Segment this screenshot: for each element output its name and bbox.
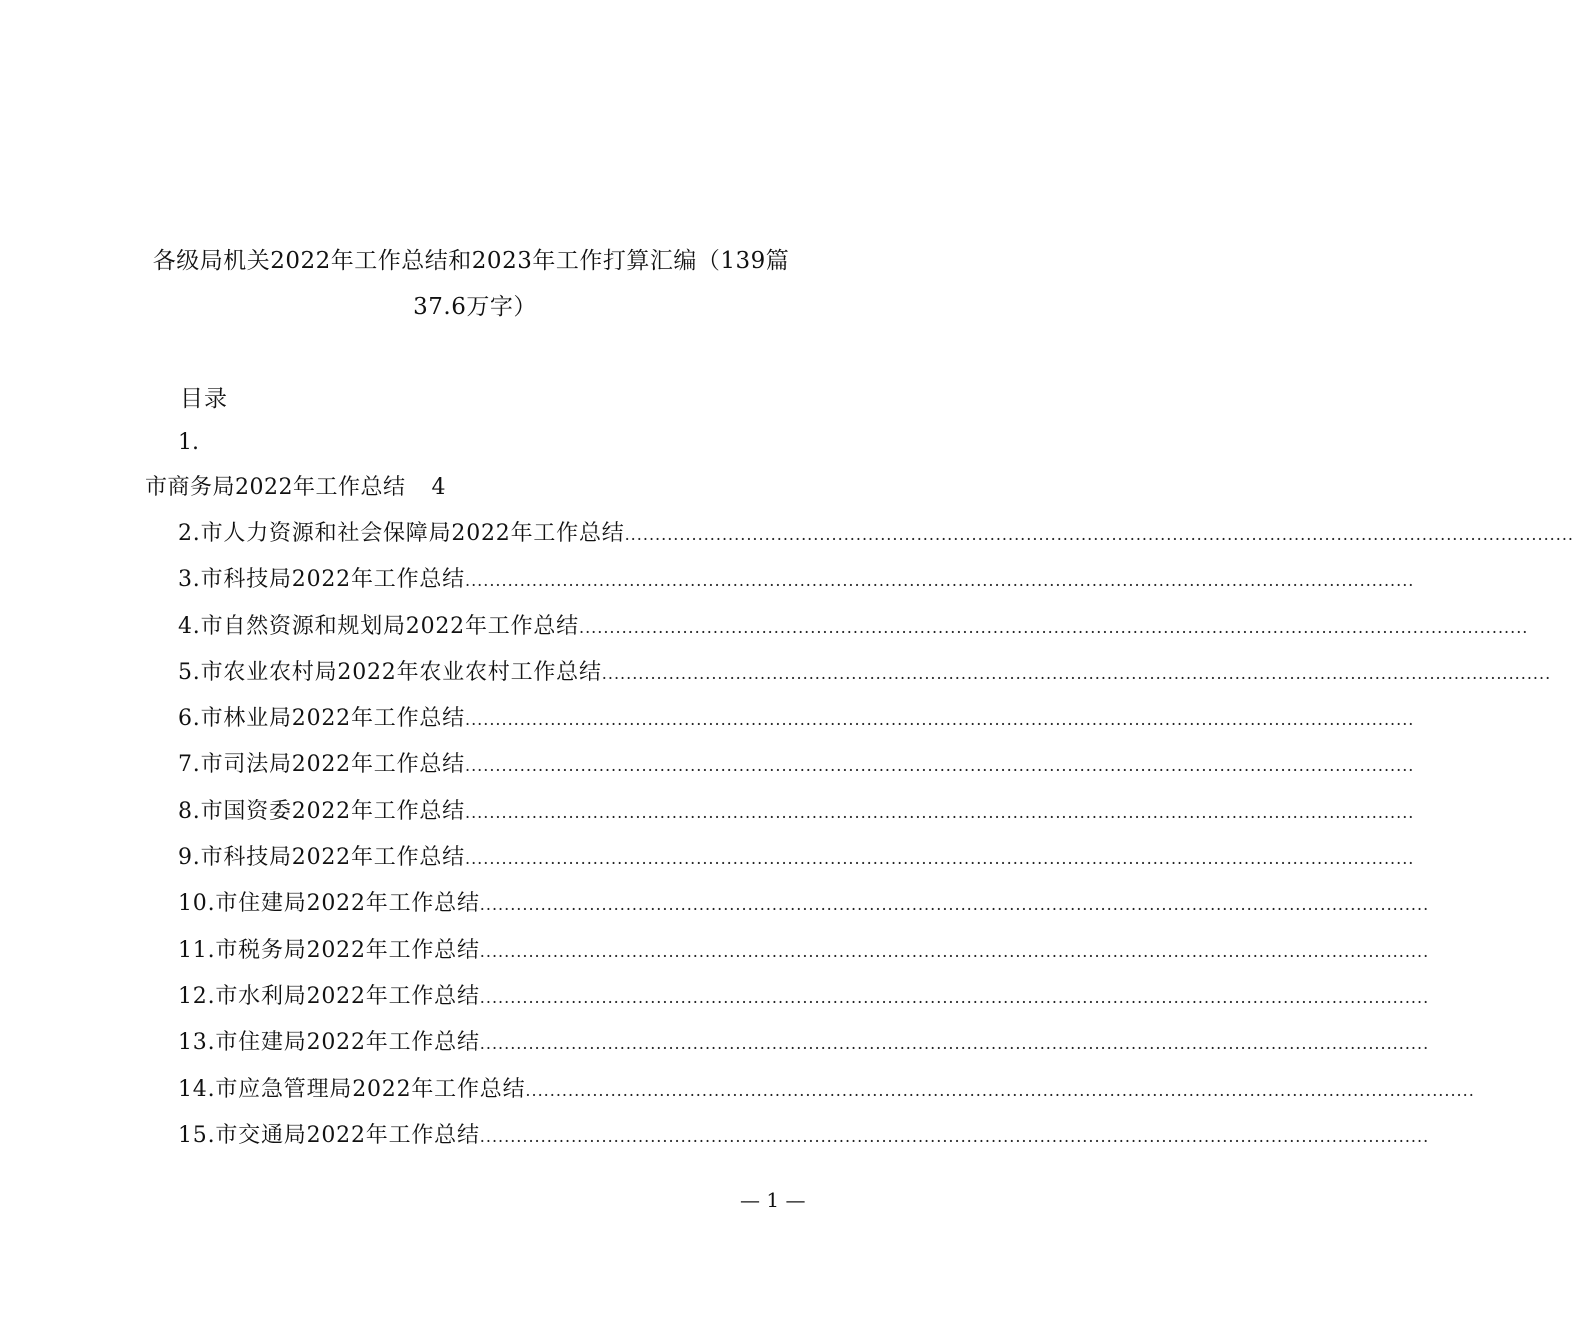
toc-dot-leader: ............................................................................................................................................................ — [464, 710, 1415, 730]
toc-dot-leader: ............................................................................................................................................................ — [624, 525, 1574, 544]
toc-entry-label: 6.市林业局2022年工作总结 — [178, 706, 465, 732]
toc-entry[interactable] — [178, 1025, 1430, 1071]
toc-dot-leader: ............................................................................................................................................................ — [479, 1126, 1430, 1146]
toc-entry-label: 11.市税务局2022年工作总结 — [178, 937, 480, 963]
toc-dot-leader: ............................................................................................................................................................ — [479, 941, 1430, 961]
toc-heading: 目录 — [180, 386, 228, 412]
toc-entry[interactable] — [178, 747, 1415, 793]
toc-entry-1-page: 4 — [431, 475, 446, 500]
toc-list — [178, 516, 1574, 1164]
toc-entry-label: 8.市国资委2022年工作总结 — [178, 798, 465, 824]
toc-dot-leader: ............................................................................................................................................................ — [601, 663, 1552, 683]
toc-entry-label: 3.市科技局2022年工作总结 — [178, 567, 465, 593]
toc-entry[interactable] — [178, 1072, 1475, 1118]
toc-entry[interactable] — [178, 609, 1529, 655]
toc-entry[interactable] — [178, 886, 1430, 932]
toc-entry[interactable] — [178, 1118, 1430, 1164]
toc-dot-leader: ............................................................................................................................................................ — [464, 756, 1415, 776]
toc-entry[interactable] — [178, 516, 1574, 562]
toc-entry-label: 10.市住建局2022年工作总结 — [178, 891, 480, 917]
toc-entry-1[interactable] — [145, 470, 446, 501]
toc-entry-label: 15.市交通局2022年工作总结 — [178, 1122, 480, 1148]
toc-entry[interactable] — [178, 840, 1415, 886]
toc-dot-leader: ............................................................................................................................................................ — [578, 617, 1529, 637]
toc-dot-leader: ............................................................................................................................................................ — [479, 895, 1430, 915]
toc-entry-label: 5.市农业农村局2022年农业农村工作总结 — [178, 659, 602, 685]
toc-entry-label: 14.市应急管理局2022年工作总结 — [178, 1076, 526, 1102]
toc-entry[interactable] — [178, 562, 1415, 608]
toc-dot-leader: ............................................................................................................................................................ — [464, 802, 1415, 822]
toc-entry[interactable] — [178, 933, 1430, 979]
page-number-footer: — 1 — — [740, 1188, 806, 1212]
toc-first-number: 1. — [178, 430, 199, 455]
document-title-line-1: 各级局机关2022年工作总结和2023年工作打算汇编（139篇 — [152, 248, 790, 274]
toc-dot-leader: ............................................................................................................................................................ — [479, 1034, 1430, 1054]
toc-dot-leader: ............................................................................................................................................................ — [479, 987, 1430, 1007]
toc-dot-leader: ............................................................................................................................................................ — [464, 571, 1415, 591]
toc-entry-label: 12.市水利局2022年工作总结 — [178, 983, 480, 1009]
toc-entry-label: 2.市人力资源和社会保障局2022年工作总结 — [178, 521, 625, 546]
toc-entry-label: 9.市科技局2022年工作总结 — [178, 845, 465, 871]
toc-dot-leader: ............................................................................................................................................................ — [525, 1080, 1475, 1100]
toc-entry[interactable] — [178, 794, 1415, 840]
toc-entry-1-text: 市商务局2022年工作总结 — [145, 475, 406, 500]
toc-dot-leader: ............................................................................................................................................................ — [464, 849, 1415, 869]
toc-entry-label: 7.市司法局2022年工作总结 — [178, 752, 465, 778]
toc-entry[interactable] — [178, 701, 1415, 747]
toc-entry[interactable] — [178, 655, 1552, 701]
toc-entry[interactable] — [178, 979, 1430, 1025]
document-title-line-2: 37.6万字） — [413, 294, 537, 320]
toc-entry-label: 4.市自然资源和规划局2022年工作总结 — [178, 613, 579, 639]
toc-entry-label: 13.市住建局2022年工作总结 — [178, 1030, 480, 1056]
